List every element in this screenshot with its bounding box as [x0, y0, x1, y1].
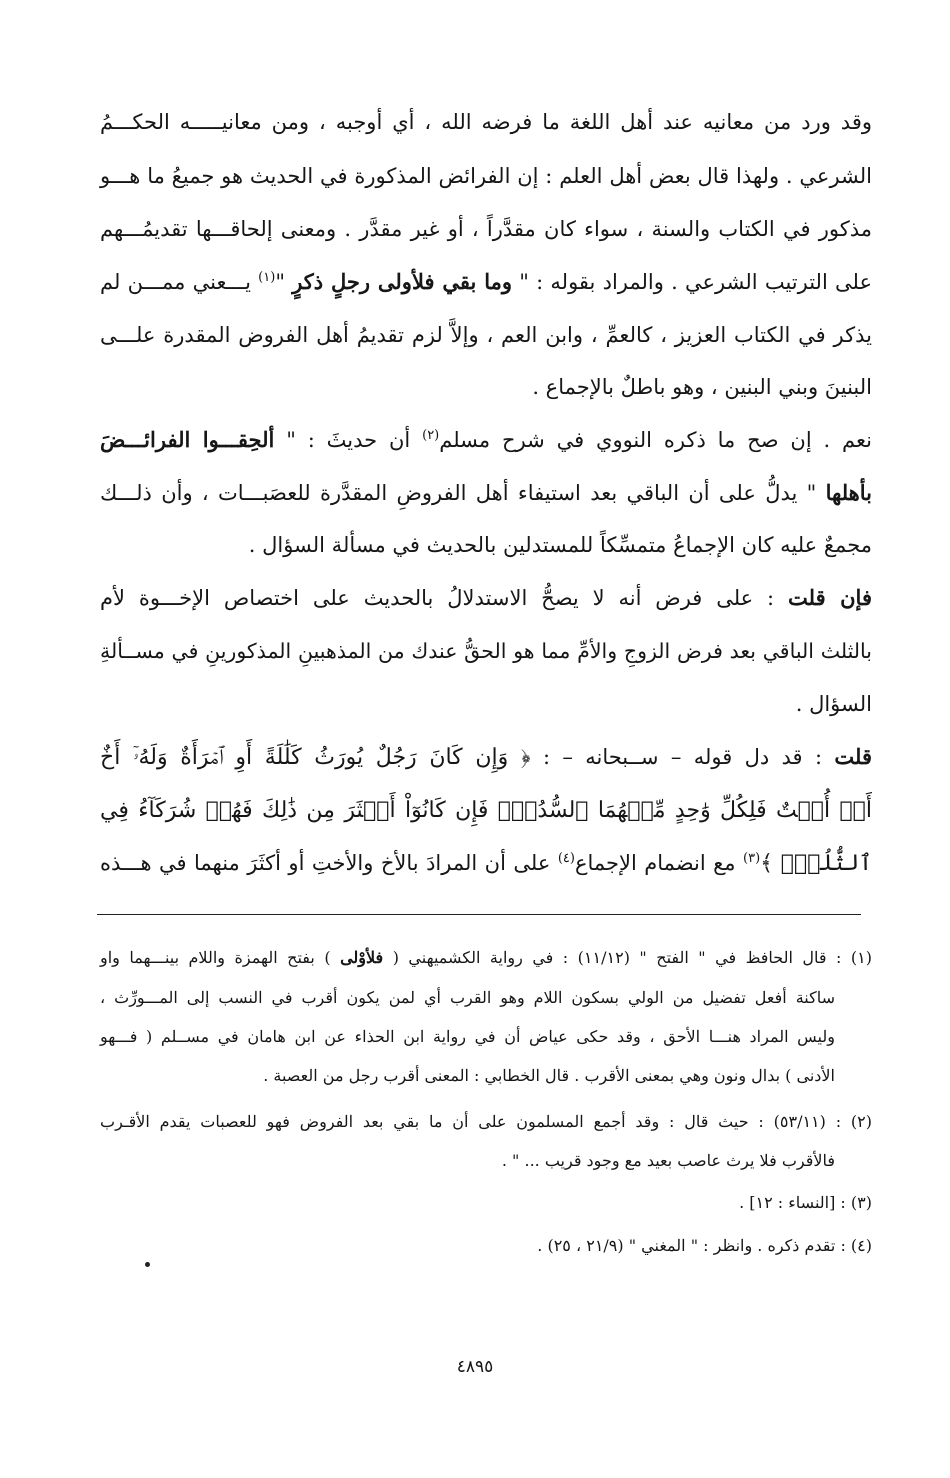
body-line [100, 315, 872, 355]
footnote-line [100, 1145, 835, 1177]
footnote-line [100, 1106, 872, 1138]
footnote-line [100, 1021, 835, 1053]
text-span: (٢) : (٥٣/١١) : حيث قال : وقد أجمع المسلمون على أن ما بقي بعد الفروض فهو للعصبات يقدم الأقـرب [100, 1112, 872, 1131]
body-line [100, 578, 872, 618]
body-line [100, 525, 872, 565]
text-span: ساكنة أفعل تفضيل من الولي بسكون اللام وهو القرب أي لمن يكون أقرب في النسب إلى المـــورِّث ، [100, 988, 835, 1007]
text-span: يـــعني ممـــن لم [100, 270, 251, 294]
body-line [100, 843, 872, 883]
ink-dot [145, 1262, 150, 1267]
footnote-divider [97, 914, 861, 915]
body-line [100, 684, 872, 724]
footnote-ref: (٢) [422, 428, 440, 443]
body-line [100, 102, 872, 142]
footnote-ref: (١) [258, 270, 276, 285]
text-span: : قد دل قوله – ســبحانه – : [542, 745, 823, 769]
text-span: أن حديثَ : " [286, 428, 411, 452]
text-span: وقد ورد من معانيه عند أهل اللغة ما فرضه الله ، أي أوجبه ، ومن معانيـــــه الحكـــمُ [100, 110, 872, 134]
answer-label: قلت [834, 744, 872, 769]
hadith-quote: بأهلها [825, 480, 872, 505]
body-line [100, 790, 872, 830]
body-line [100, 367, 872, 407]
text-span: الشرعي . ولهذا قال بعض أهل العلم : إن الفرائض المذكورة في الحديث هو جميعُ ما هـــو [100, 164, 872, 188]
text-span: على الترتيب الشرعي . والمراد بقوله : " [519, 270, 872, 294]
text-span: (٣) : [النساء : ١٢] . [739, 1193, 872, 1212]
text-span: يذكر في الكتاب العزيز ، كالعمِّ ، وابن العم ، وإلاَّ لزم تقديمُ أهل الفروض المقدرة علـــى [100, 323, 872, 347]
footnote-line [100, 942, 872, 974]
body-line [100, 473, 872, 513]
page-number: ٤٨٩٥ [456, 1357, 494, 1377]
text-span: البنينَ وبني البنين ، وهو باطلٌ بالإجماع . [532, 375, 872, 399]
quran-verse: أَوۡ أُخۡتٌ فَلِكُلِّ وَٰحِدٍ مِّنۡهُمَا ٱلسُّدُسُۚ فَإِن كَانُوٓاْ أَكۡثَرَ مِن ذَٰلِكَ فَهُمۡ شُرَكَآءُ فِي [100, 798, 872, 823]
text-span: مع انضمام الإجماع [574, 851, 736, 875]
footnote-line [100, 1187, 872, 1219]
text-span: السؤال . [795, 692, 872, 716]
footnote-line [100, 982, 835, 1014]
footnote-line [100, 1060, 835, 1092]
text-span: فلأوْلى [340, 948, 384, 967]
hadith-quote: ألحِقـــوا الفرائـــضَ [100, 427, 275, 452]
body-line [100, 209, 872, 249]
text-span: وليس المراد هنـــا الأحق ، وقد حكى عياض أن في رواية ابن الحذاء عن ابن هامان في مســلم ( فـــهو [100, 1027, 835, 1046]
text-span: ) بفتح الهمزة واللام بينـــهما واو [100, 948, 331, 967]
footnote-ref: (٤) [557, 851, 575, 866]
body-line [100, 631, 872, 671]
text-span: الأدنى ) بدال ونون وهي بمعنى الأقرب . قال الخطابي : المعنى أقرب رجل من العصبة . [263, 1066, 835, 1085]
text-span: : على فرض أنه لا يصحُّ الاستدلالُ بالحديث على اختصاص الإخـــوة لأم [100, 586, 775, 610]
footnote-ref: (٣) [743, 851, 761, 866]
text-span: بالثلث الباقي بعد فرض الزوجِ والأمِّ مما هو الحقُّ عندك من المذهبينِ المذكورينِ في مســألةِ [100, 639, 872, 663]
text-span: مجمعٌ عليه كان الإجماعُ متمسِّكاً للمستدلين بالحديث في مسألة السؤال . [248, 533, 872, 557]
body-line [100, 737, 872, 777]
text-span: (٤) : تقدم ذكره . وانظر : " المغني " (٢١/٩ ، ٢٥) . [537, 1236, 872, 1255]
text-span: " [275, 270, 285, 294]
text-span: فالأقرب فلا يرث عاصب بعيد مع وجود قريب ... " . [501, 1151, 835, 1170]
hadith-quote: وما بقي فلأولى رجلٍ ذكرٍ [292, 269, 512, 294]
body-line [100, 156, 872, 196]
quran-verse: ٱلثُّلُثِۚ ﴾ [760, 851, 872, 876]
text-span: مذكور في الكتاب والسنة ، سواء كان مقدَّراً ، أو غير مقدَّر . ومعنى إلحاقـــها تقديمُـــهم [100, 217, 872, 241]
body-line [100, 420, 872, 460]
footnote-line [100, 1230, 872, 1262]
text-span: نعم . إن صح ما ذكره النووي في شرح مسلم [439, 428, 872, 452]
question-label: فإن قلت [788, 585, 872, 610]
body-line [100, 262, 872, 302]
quran-verse: ﴿ وَإِن كَانَ رَجُلٌ يُورَثُ كَلَٰلَةً أَوِ ٱمۡرَأَةٌ وَلَهُۥٓ أَخٌ [100, 745, 531, 770]
text-span: " يدلُّ على أن الباقي بعد استيفاء أهل الفروضِ المقدَّرة للعصَبـــات ، وأن ذلـــك [100, 481, 817, 505]
text-span: (١) : قال الحافظ في " الفتح " (١١/١٢) : في رواية الكشميهني ( [392, 948, 873, 967]
text-span: على أن المرادَ بالأخ والأختِ أو أكثَرَ منهما في هـــذه [100, 851, 551, 875]
